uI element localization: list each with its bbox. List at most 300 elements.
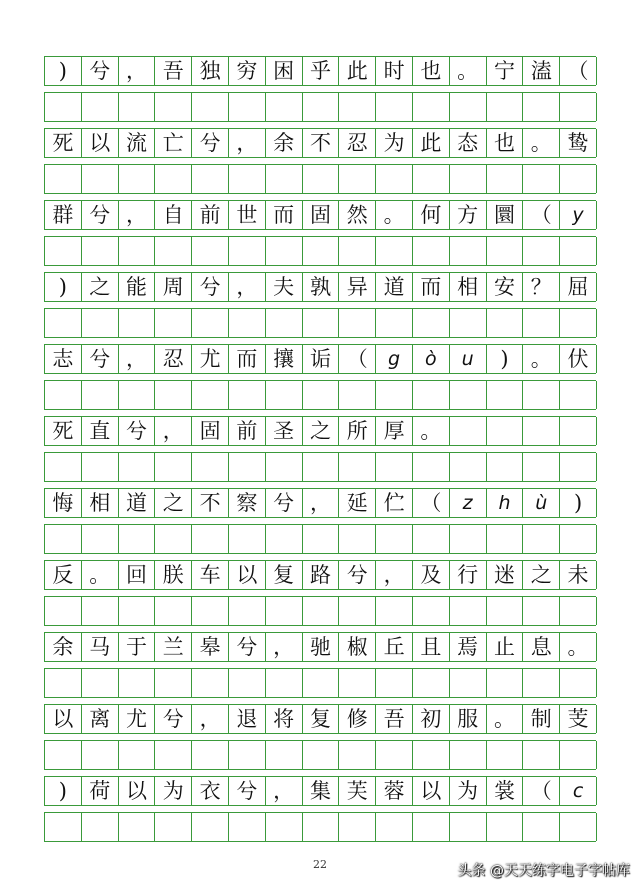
grid-cell: 未 bbox=[560, 561, 597, 589]
grid-cell: ， bbox=[303, 489, 340, 517]
grid-cell bbox=[560, 381, 597, 409]
grid-cell: 兮 bbox=[82, 345, 119, 373]
grid-cell bbox=[339, 237, 376, 265]
grid-cell: 反 bbox=[45, 561, 82, 589]
grid-cell: 群 bbox=[45, 201, 82, 229]
grid-cell: 伏 bbox=[560, 345, 597, 373]
grid-cell: 马 bbox=[82, 633, 119, 661]
grid-cell bbox=[339, 381, 376, 409]
grid-cell: 自 bbox=[155, 201, 192, 229]
grid-cell: 不 bbox=[192, 489, 229, 517]
grid-cell: 车 bbox=[192, 561, 229, 589]
practice-grid bbox=[44, 56, 596, 848]
grid-cell: 为 bbox=[155, 777, 192, 805]
grid-cell bbox=[413, 381, 450, 409]
grid-cell: 。 bbox=[376, 201, 413, 229]
grid-cell: 以 bbox=[119, 777, 156, 805]
grid-cell: 裳 bbox=[487, 777, 524, 805]
grid-cell: 初 bbox=[413, 705, 450, 733]
grid-cell: 兰 bbox=[155, 633, 192, 661]
grid-cell: 乎 bbox=[303, 57, 340, 85]
grid-cell bbox=[119, 813, 156, 841]
grid-cell: 之 bbox=[523, 561, 560, 589]
grid-cell bbox=[450, 93, 487, 121]
grid-cell: 丘 bbox=[376, 633, 413, 661]
grid-cell: 厚 bbox=[376, 417, 413, 445]
grid-cell bbox=[413, 453, 450, 481]
grid-cell: 行 bbox=[450, 561, 487, 589]
grid-cell bbox=[82, 813, 119, 841]
grid-cell bbox=[303, 381, 340, 409]
grid-cell bbox=[450, 741, 487, 769]
grid-cell bbox=[119, 165, 156, 193]
grid-cell bbox=[376, 669, 413, 697]
grid-cell bbox=[266, 525, 303, 553]
grid-cell bbox=[523, 669, 560, 697]
grid-cell bbox=[82, 453, 119, 481]
grid-cell bbox=[119, 309, 156, 337]
grid-cell: 道 bbox=[119, 489, 156, 517]
grid-cell: 悔 bbox=[45, 489, 82, 517]
grid-cell bbox=[45, 237, 82, 265]
grid-cell bbox=[560, 453, 597, 481]
grid-cell: ， bbox=[229, 273, 266, 301]
grid-cell bbox=[229, 525, 266, 553]
grid-cell bbox=[229, 381, 266, 409]
grid-cell: 延 bbox=[339, 489, 376, 517]
grid-cell bbox=[229, 309, 266, 337]
grid-cell bbox=[450, 381, 487, 409]
grid-cell bbox=[339, 309, 376, 337]
grid-cell bbox=[560, 165, 597, 193]
grid-cell bbox=[560, 813, 597, 841]
grid-cell bbox=[413, 525, 450, 553]
grid-cell: 尤 bbox=[119, 705, 156, 733]
grid-cell: y bbox=[560, 201, 597, 229]
grid-cell: （ bbox=[560, 57, 597, 85]
grid-cell bbox=[155, 381, 192, 409]
text-row bbox=[44, 200, 596, 230]
grid-cell bbox=[192, 165, 229, 193]
grid-cell bbox=[487, 309, 524, 337]
grid-cell bbox=[487, 669, 524, 697]
grid-cell: 。 bbox=[413, 417, 450, 445]
grid-cell: 而 bbox=[413, 273, 450, 301]
blank-row bbox=[44, 452, 596, 482]
grid-cell bbox=[155, 669, 192, 697]
grid-cell bbox=[192, 669, 229, 697]
grid-cell: 集 bbox=[303, 777, 340, 805]
grid-cell bbox=[155, 165, 192, 193]
grid-cell: 道 bbox=[376, 273, 413, 301]
grid-cell bbox=[413, 237, 450, 265]
grid-cell bbox=[82, 381, 119, 409]
grid-cell bbox=[339, 93, 376, 121]
blank-row bbox=[44, 740, 596, 770]
grid-cell: g bbox=[376, 345, 413, 373]
grid-cell bbox=[303, 669, 340, 697]
grid-cell: 衣 bbox=[192, 777, 229, 805]
grid-cell bbox=[450, 453, 487, 481]
grid-cell: ？ bbox=[523, 273, 560, 301]
grid-cell bbox=[376, 813, 413, 841]
grid-cell: 驰 bbox=[303, 633, 340, 661]
grid-cell bbox=[266, 309, 303, 337]
grid-cell bbox=[266, 237, 303, 265]
grid-cell bbox=[229, 813, 266, 841]
grid-cell bbox=[487, 237, 524, 265]
grid-cell: 圣 bbox=[266, 417, 303, 445]
grid-cell bbox=[413, 813, 450, 841]
text-row bbox=[44, 416, 596, 446]
grid-cell bbox=[487, 453, 524, 481]
grid-cell: 。 bbox=[450, 57, 487, 85]
grid-cell bbox=[339, 525, 376, 553]
grid-cell: 兮 bbox=[192, 273, 229, 301]
grid-cell: 。 bbox=[523, 345, 560, 373]
grid-cell: u bbox=[450, 345, 487, 373]
grid-cell: h bbox=[487, 489, 524, 517]
grid-cell: 蓉 bbox=[376, 777, 413, 805]
grid-cell: 周 bbox=[155, 273, 192, 301]
grid-cell: 兮 bbox=[229, 633, 266, 661]
grid-cell: ) bbox=[45, 777, 82, 805]
grid-cell: 兮 bbox=[82, 57, 119, 85]
blank-row bbox=[44, 812, 596, 842]
grid-cell bbox=[339, 165, 376, 193]
grid-cell bbox=[45, 165, 82, 193]
grid-cell: 而 bbox=[266, 201, 303, 229]
grid-cell bbox=[155, 597, 192, 625]
grid-cell bbox=[560, 669, 597, 697]
grid-cell bbox=[303, 237, 340, 265]
grid-cell bbox=[450, 669, 487, 697]
grid-cell bbox=[266, 93, 303, 121]
grid-cell: 伫 bbox=[376, 489, 413, 517]
grid-cell bbox=[82, 237, 119, 265]
text-row bbox=[44, 776, 596, 806]
grid-cell bbox=[339, 813, 376, 841]
grid-cell: 能 bbox=[119, 273, 156, 301]
blank-row bbox=[44, 164, 596, 194]
grid-cell: ， bbox=[376, 561, 413, 589]
grid-cell bbox=[376, 597, 413, 625]
grid-cell bbox=[376, 309, 413, 337]
grid-cell bbox=[560, 309, 597, 337]
grid-cell bbox=[560, 597, 597, 625]
grid-cell bbox=[192, 381, 229, 409]
grid-cell bbox=[82, 741, 119, 769]
grid-cell: 。 bbox=[560, 633, 597, 661]
grid-cell: 以 bbox=[229, 561, 266, 589]
grid-cell bbox=[192, 525, 229, 553]
grid-cell: 以 bbox=[82, 129, 119, 157]
grid-cell bbox=[523, 597, 560, 625]
grid-cell: 。 bbox=[523, 129, 560, 157]
grid-cell bbox=[523, 93, 560, 121]
grid-cell bbox=[119, 453, 156, 481]
grid-cell: ， bbox=[266, 777, 303, 805]
grid-cell: 椒 bbox=[339, 633, 376, 661]
grid-cell bbox=[266, 741, 303, 769]
grid-cell bbox=[303, 741, 340, 769]
grid-cell bbox=[119, 237, 156, 265]
grid-cell: 前 bbox=[229, 417, 266, 445]
grid-cell: 攘 bbox=[266, 345, 303, 373]
grid-cell: 直 bbox=[82, 417, 119, 445]
grid-cell bbox=[413, 165, 450, 193]
grid-cell bbox=[523, 813, 560, 841]
grid-cell bbox=[119, 93, 156, 121]
grid-cell bbox=[192, 309, 229, 337]
watermark: 头条 @天天练字电子字帖库 bbox=[457, 863, 630, 879]
grid-cell bbox=[192, 813, 229, 841]
grid-cell: ù bbox=[523, 489, 560, 517]
blank-row bbox=[44, 236, 596, 266]
grid-cell: ò bbox=[413, 345, 450, 373]
grid-cell: 何 bbox=[413, 201, 450, 229]
grid-cell: 吾 bbox=[155, 57, 192, 85]
grid-cell bbox=[560, 93, 597, 121]
grid-cell bbox=[229, 453, 266, 481]
grid-cell bbox=[45, 597, 82, 625]
grid-cell: 回 bbox=[119, 561, 156, 589]
grid-cell: 亡 bbox=[155, 129, 192, 157]
grid-cell: z bbox=[450, 489, 487, 517]
grid-cell: 溘 bbox=[523, 57, 560, 85]
grid-cell: 修 bbox=[339, 705, 376, 733]
grid-cell bbox=[523, 417, 560, 445]
grid-cell bbox=[339, 597, 376, 625]
grid-cell: 及 bbox=[413, 561, 450, 589]
grid-cell: 也 bbox=[487, 129, 524, 157]
grid-cell bbox=[339, 669, 376, 697]
text-row bbox=[44, 56, 596, 86]
grid-cell bbox=[45, 741, 82, 769]
grid-cell bbox=[487, 741, 524, 769]
grid-cell bbox=[229, 237, 266, 265]
grid-cell: 退 bbox=[229, 705, 266, 733]
blank-row bbox=[44, 668, 596, 698]
grid-cell: 以 bbox=[45, 705, 82, 733]
grid-cell: 兮 bbox=[119, 417, 156, 445]
grid-cell bbox=[339, 741, 376, 769]
grid-cell bbox=[82, 669, 119, 697]
grid-cell: 忍 bbox=[155, 345, 192, 373]
grid-cell: 时 bbox=[376, 57, 413, 85]
grid-cell: ) bbox=[560, 489, 597, 517]
grid-cell bbox=[560, 741, 597, 769]
grid-cell bbox=[376, 525, 413, 553]
grid-cell bbox=[45, 813, 82, 841]
grid-cell: 。 bbox=[487, 705, 524, 733]
grid-cell: （ bbox=[339, 345, 376, 373]
grid-cell bbox=[82, 597, 119, 625]
grid-cell: （ bbox=[413, 489, 450, 517]
grid-cell bbox=[45, 309, 82, 337]
grid-cell: 朕 bbox=[155, 561, 192, 589]
grid-cell bbox=[303, 93, 340, 121]
grid-cell: 荷 bbox=[82, 777, 119, 805]
grid-cell: ， bbox=[119, 201, 156, 229]
grid-cell: 将 bbox=[266, 705, 303, 733]
grid-cell bbox=[229, 669, 266, 697]
grid-cell bbox=[266, 597, 303, 625]
text-row bbox=[44, 632, 596, 662]
grid-cell: 息 bbox=[523, 633, 560, 661]
grid-cell: 方 bbox=[450, 201, 487, 229]
grid-cell: 异 bbox=[339, 273, 376, 301]
grid-cell bbox=[376, 453, 413, 481]
text-row bbox=[44, 488, 596, 518]
grid-cell bbox=[229, 597, 266, 625]
grid-cell: 制 bbox=[523, 705, 560, 733]
grid-cell bbox=[487, 597, 524, 625]
grid-cell: 相 bbox=[82, 489, 119, 517]
grid-cell: 也 bbox=[413, 57, 450, 85]
grid-cell: 离 bbox=[82, 705, 119, 733]
grid-cell: 所 bbox=[339, 417, 376, 445]
grid-cell bbox=[450, 417, 487, 445]
grid-cell: 尤 bbox=[192, 345, 229, 373]
grid-cell: 兮 bbox=[266, 489, 303, 517]
grid-cell bbox=[376, 381, 413, 409]
page-number: 22 bbox=[313, 858, 327, 871]
grid-cell: 孰 bbox=[303, 273, 340, 301]
grid-cell bbox=[155, 453, 192, 481]
grid-cell: 相 bbox=[450, 273, 487, 301]
grid-cell: 。 bbox=[82, 561, 119, 589]
grid-cell: 路 bbox=[303, 561, 340, 589]
grid-cell: 复 bbox=[266, 561, 303, 589]
grid-cell bbox=[450, 597, 487, 625]
grid-cell bbox=[266, 381, 303, 409]
grid-cell bbox=[45, 525, 82, 553]
grid-cell: ， bbox=[119, 57, 156, 85]
grid-cell bbox=[119, 381, 156, 409]
grid-cell bbox=[229, 165, 266, 193]
grid-cell: 服 bbox=[450, 705, 487, 733]
grid-cell: 忍 bbox=[339, 129, 376, 157]
grid-cell bbox=[155, 93, 192, 121]
text-row bbox=[44, 272, 596, 302]
grid-cell: ， bbox=[192, 705, 229, 733]
grid-cell bbox=[45, 453, 82, 481]
grid-cell: 诟 bbox=[303, 345, 340, 373]
grid-cell: （ bbox=[523, 201, 560, 229]
grid-cell: 死 bbox=[45, 129, 82, 157]
grid-cell: 此 bbox=[413, 129, 450, 157]
grid-cell bbox=[45, 669, 82, 697]
grid-cell: 之 bbox=[303, 417, 340, 445]
grid-cell bbox=[523, 381, 560, 409]
grid-cell bbox=[450, 309, 487, 337]
grid-cell bbox=[450, 813, 487, 841]
grid-cell: 夫 bbox=[266, 273, 303, 301]
grid-cell: 且 bbox=[413, 633, 450, 661]
grid-cell bbox=[266, 165, 303, 193]
grid-cell bbox=[266, 453, 303, 481]
grid-cell: 止 bbox=[487, 633, 524, 661]
grid-cell bbox=[82, 309, 119, 337]
grid-cell bbox=[376, 237, 413, 265]
grid-cell: ， bbox=[119, 345, 156, 373]
grid-cell: 圜 bbox=[487, 201, 524, 229]
grid-cell: 兮 bbox=[82, 201, 119, 229]
grid-cell bbox=[82, 165, 119, 193]
grid-cell: ) bbox=[45, 57, 82, 85]
grid-cell bbox=[45, 93, 82, 121]
grid-cell bbox=[119, 525, 156, 553]
grid-cell: 然 bbox=[339, 201, 376, 229]
grid-cell: 以 bbox=[413, 777, 450, 805]
grid-cell: 穷 bbox=[229, 57, 266, 85]
grid-cell: ， bbox=[266, 633, 303, 661]
grid-cell: 迷 bbox=[487, 561, 524, 589]
grid-cell: 余 bbox=[45, 633, 82, 661]
grid-cell: 兮 bbox=[192, 129, 229, 157]
grid-cell: 之 bbox=[155, 489, 192, 517]
grid-cell bbox=[303, 525, 340, 553]
grid-cell bbox=[413, 669, 450, 697]
grid-cell: 屈 bbox=[560, 273, 597, 301]
grid-cell bbox=[266, 813, 303, 841]
grid-cell: 而 bbox=[229, 345, 266, 373]
grid-cell: c bbox=[560, 777, 597, 805]
grid-cell bbox=[450, 525, 487, 553]
grid-cell: 流 bbox=[119, 129, 156, 157]
grid-cell: 不 bbox=[303, 129, 340, 157]
grid-cell: ) bbox=[45, 273, 82, 301]
grid-cell bbox=[413, 93, 450, 121]
grid-cell bbox=[523, 165, 560, 193]
grid-cell: 于 bbox=[119, 633, 156, 661]
grid-cell bbox=[376, 165, 413, 193]
text-row bbox=[44, 344, 596, 374]
grid-cell: 鸷 bbox=[560, 129, 597, 157]
grid-cell: 吾 bbox=[376, 705, 413, 733]
grid-cell bbox=[450, 165, 487, 193]
grid-cell: 固 bbox=[303, 201, 340, 229]
grid-cell bbox=[413, 741, 450, 769]
grid-cell bbox=[155, 237, 192, 265]
grid-cell bbox=[487, 525, 524, 553]
grid-cell: ) bbox=[487, 345, 524, 373]
grid-cell bbox=[303, 309, 340, 337]
grid-cell bbox=[523, 525, 560, 553]
grid-cell bbox=[192, 93, 229, 121]
grid-cell bbox=[192, 597, 229, 625]
grid-cell bbox=[119, 669, 156, 697]
blank-row bbox=[44, 596, 596, 626]
text-row bbox=[44, 560, 596, 590]
grid-cell bbox=[523, 237, 560, 265]
grid-cell bbox=[119, 597, 156, 625]
grid-cell bbox=[155, 741, 192, 769]
grid-cell: 芙 bbox=[339, 777, 376, 805]
grid-cell: 为 bbox=[450, 777, 487, 805]
grid-cell bbox=[45, 381, 82, 409]
grid-cell: （ bbox=[523, 777, 560, 805]
grid-cell: 死 bbox=[45, 417, 82, 445]
grid-cell: 余 bbox=[266, 129, 303, 157]
grid-cell: 态 bbox=[450, 129, 487, 157]
grid-cell bbox=[303, 813, 340, 841]
grid-cell bbox=[192, 453, 229, 481]
grid-cell bbox=[155, 813, 192, 841]
grid-cell bbox=[229, 741, 266, 769]
blank-row bbox=[44, 92, 596, 122]
